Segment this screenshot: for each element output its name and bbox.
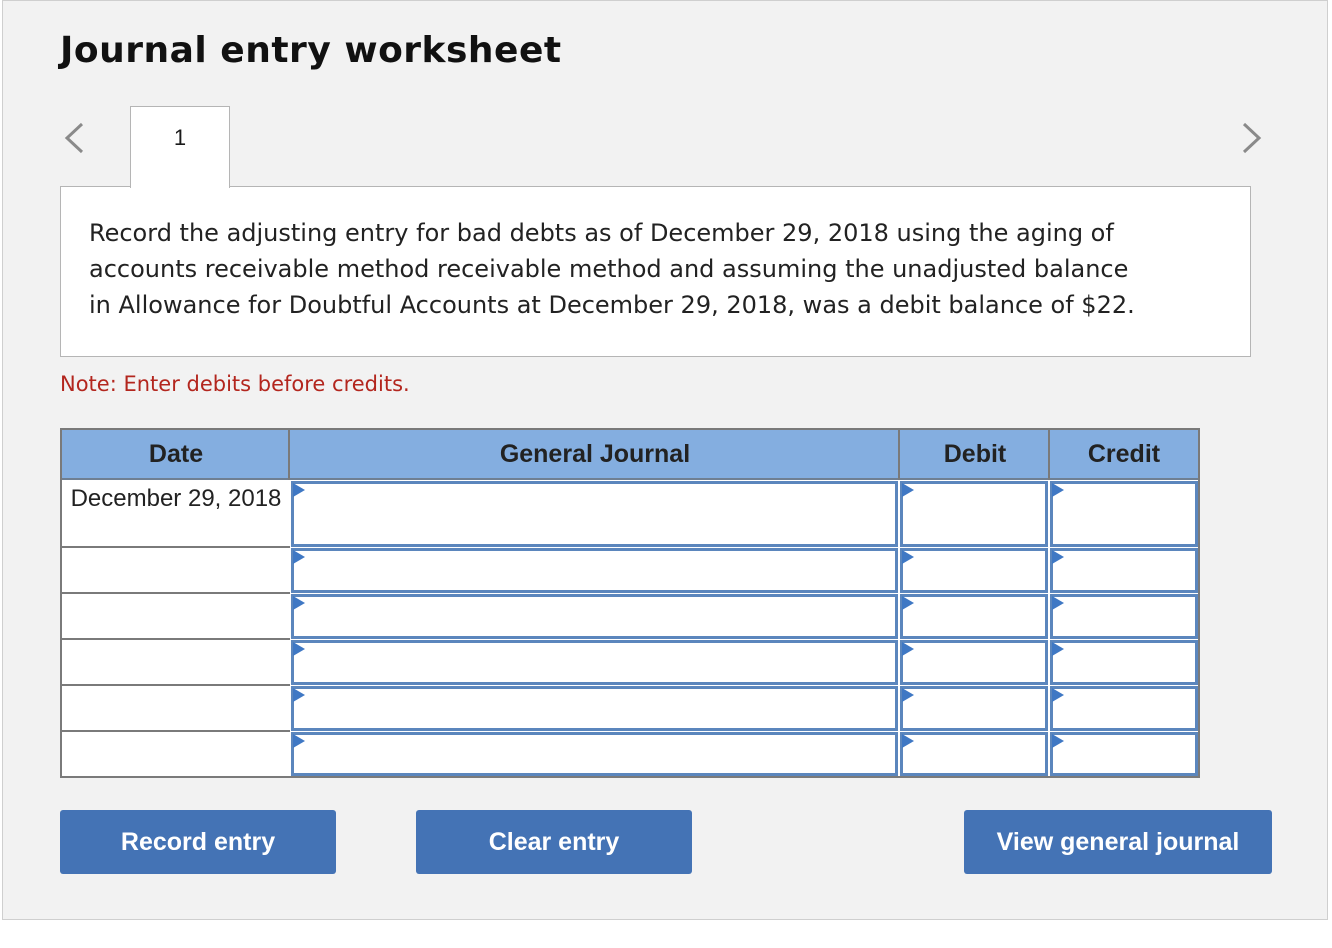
credit-input[interactable]	[1050, 594, 1198, 639]
chevron-right-icon	[1240, 120, 1264, 156]
view-general-journal-button[interactable]: View general journal	[964, 810, 1272, 874]
journal-table	[60, 428, 1200, 778]
account-input[interactable]	[291, 548, 898, 593]
column-divider	[898, 430, 900, 480]
account-input[interactable]	[291, 481, 898, 547]
page-title: Journal entry worksheet	[60, 30, 562, 71]
debit-field[interactable]	[903, 643, 1045, 682]
header-date: Date	[62, 430, 290, 480]
credit-field[interactable]	[1053, 597, 1195, 636]
record-entry-button[interactable]: Record entry	[60, 810, 336, 874]
credit-field[interactable]	[1053, 735, 1195, 773]
account-input[interactable]	[291, 686, 898, 731]
credit-input[interactable]	[1050, 732, 1198, 776]
account-input[interactable]	[291, 640, 898, 685]
account-field[interactable]	[294, 597, 895, 636]
debit-input[interactable]	[900, 640, 1048, 685]
debit-input[interactable]	[900, 548, 1048, 593]
date-cell	[62, 732, 290, 776]
account-field[interactable]	[294, 735, 895, 773]
account-field[interactable]	[294, 643, 895, 682]
credit-field[interactable]	[1053, 551, 1195, 590]
account-field[interactable]	[294, 689, 895, 728]
debit-input[interactable]	[900, 686, 1048, 731]
tab-1[interactable]: 1	[130, 106, 230, 188]
date-cell: December 29, 2018	[62, 480, 290, 548]
column-divider	[1048, 430, 1050, 480]
prompt-box	[60, 186, 1251, 357]
date-cell	[62, 686, 290, 732]
debit-field[interactable]	[903, 597, 1045, 636]
prompt-text: Record the adjusting entry for bad debts as of December 29, 2018 using the aging of accounts receivable method receivable method and assuming the unadjusted balance in Allowance for Doubtful Accounts at December 29, 2018, was a debit balance of $22.	[89, 219, 1135, 319]
chevron-left-icon	[62, 120, 86, 156]
credit-input[interactable]	[1050, 548, 1198, 593]
date-cell	[62, 640, 290, 686]
debit-input[interactable]	[900, 481, 1048, 547]
account-field[interactable]	[294, 484, 895, 544]
date-cell	[62, 594, 290, 640]
debit-field[interactable]	[903, 689, 1045, 728]
debit-field[interactable]	[903, 484, 1045, 544]
date-cell	[62, 548, 290, 594]
header-debit: Debit	[900, 430, 1050, 480]
prev-button[interactable]	[60, 118, 88, 158]
note-text: Note: Enter debits before credits.	[60, 372, 410, 396]
debit-field[interactable]	[903, 735, 1045, 773]
account-field[interactable]	[294, 551, 895, 590]
header-general-journal: General Journal	[290, 430, 900, 480]
debit-input[interactable]	[900, 732, 1048, 776]
next-button[interactable]	[1238, 118, 1266, 158]
header-credit: Credit	[1050, 430, 1198, 480]
account-input[interactable]	[291, 594, 898, 639]
debit-input[interactable]	[900, 594, 1048, 639]
clear-entry-button[interactable]: Clear entry	[416, 810, 692, 874]
credit-input[interactable]	[1050, 686, 1198, 731]
credit-field[interactable]	[1053, 689, 1195, 728]
debit-field[interactable]	[903, 551, 1045, 590]
credit-field[interactable]	[1053, 643, 1195, 682]
credit-field[interactable]	[1053, 484, 1195, 544]
credit-input[interactable]	[1050, 640, 1198, 685]
credit-input[interactable]	[1050, 481, 1198, 547]
account-input[interactable]	[291, 732, 898, 776]
